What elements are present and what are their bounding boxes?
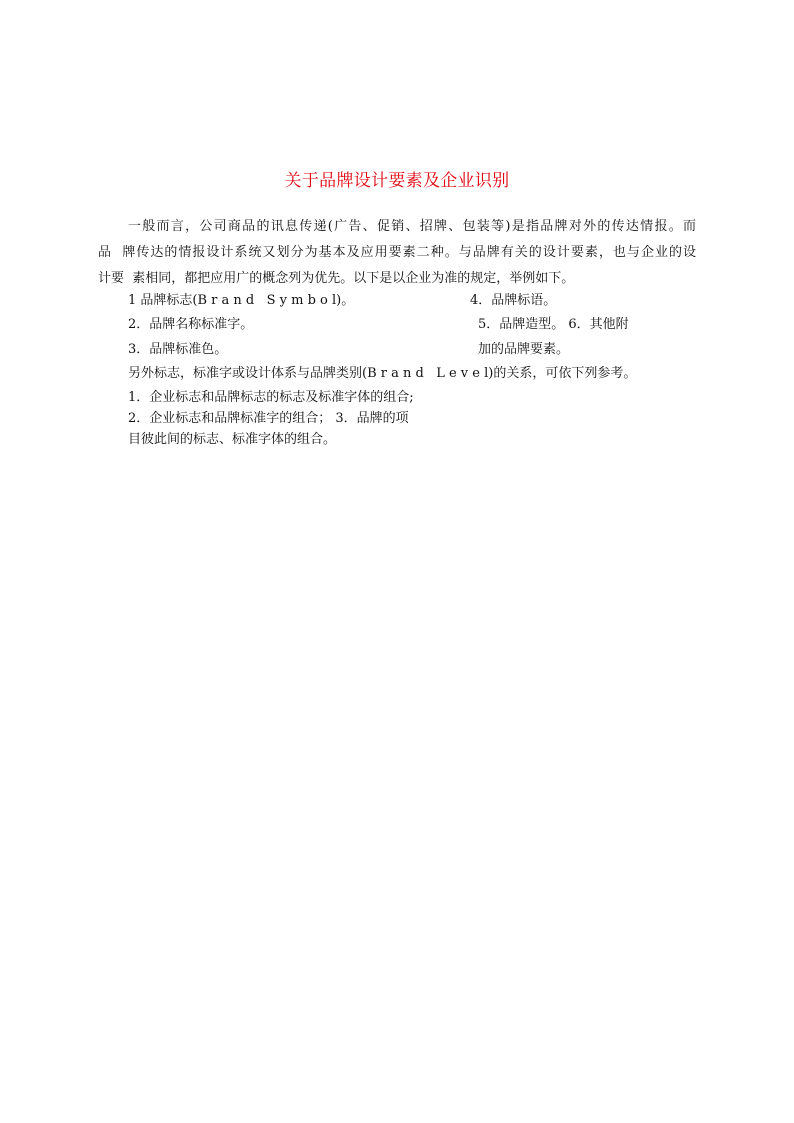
element-item-6-cont: 加的品牌要素。 bbox=[478, 342, 570, 357]
intro-line-2: 品 牌传达的情报设计系统又划分为基本及应用要素二种。与品牌有关的设计要素，也与企业的设 bbox=[98, 245, 696, 260]
relation-intro: 另外标志，标准字或设计体系与品牌类别(B r a n d L e v e l)的关系，可依下列参考。 bbox=[128, 366, 637, 381]
element-item-5-6: 5．品牌造型。 6．其他附 bbox=[478, 317, 629, 332]
element-item-4: 4．品牌标语。 bbox=[470, 293, 557, 308]
element-item-1: 1 品牌标志(B r a n d S y m b o l)。 bbox=[128, 293, 355, 308]
intro-line-3: 计要 素相同，都把应用广的概念列为优先。以下是以企业为准的规定，举例如下。 bbox=[98, 271, 575, 286]
relation-item-3-cont: 目彼此间的标志、标准字体的组合。 bbox=[128, 432, 337, 447]
relation-item-2-3: 2．企业标志和品牌标准字的组合； 3．品牌的项 bbox=[128, 411, 409, 426]
relation-item-1: 1．企业标志和品牌标志的标志及标准字体的组合; bbox=[128, 390, 414, 405]
document-title: 关于品牌设计要素及企业识别 bbox=[284, 171, 510, 191]
element-item-2: 2．品牌名称标准字。 bbox=[128, 317, 254, 332]
intro-line-1: 一般而言，公司商品的讯息传递(广告、促销、招牌、包装等)是指品牌对外的传达情报。而 bbox=[128, 219, 696, 234]
element-item-3: 3．品牌标准色。 bbox=[128, 342, 228, 357]
